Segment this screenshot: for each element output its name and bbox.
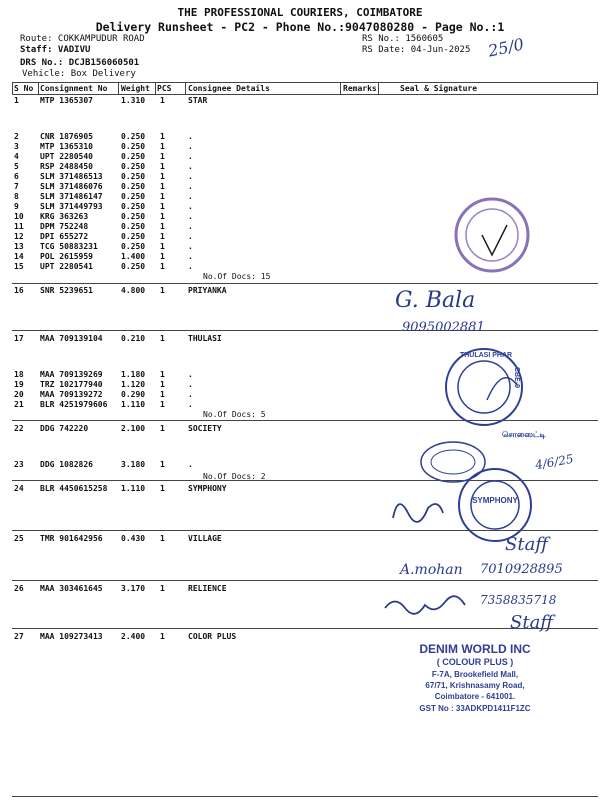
- cell-pcs: 1: [160, 484, 165, 493]
- cell-consignment-no: TRZ 102177940: [40, 380, 103, 389]
- cell-consignment-no: CNR 1876905: [40, 132, 93, 141]
- col-header-consignment: Consignment No: [40, 84, 108, 93]
- cell-consignment-no: UPT 2280541: [40, 262, 93, 271]
- cell-weight: 0.250: [121, 172, 146, 181]
- cell-sno: 5: [14, 162, 19, 171]
- col-divider: [155, 82, 156, 94]
- cell-consignee: .: [188, 202, 193, 211]
- cell-pcs: 1: [160, 380, 165, 389]
- cell-weight: 0.210: [121, 334, 146, 343]
- cell-consignee: .: [188, 460, 193, 469]
- header-company: THE PROFESSIONAL COURIERS, COIMBATORE: [177, 6, 423, 19]
- col-header-remarks: Remarks: [343, 84, 377, 93]
- cell-consignment-no: DDG 742220: [40, 424, 89, 433]
- symphony-stamp-text: SYMPHONY: [472, 496, 518, 505]
- cell-consignment-no: BLR 4450615258: [40, 484, 108, 493]
- group-separator: [12, 283, 598, 284]
- cell-sno: 10: [14, 212, 24, 221]
- cell-sno: 8: [14, 192, 19, 201]
- cell-consignee: PRIYANKA: [188, 286, 227, 295]
- cell-consignee: .: [188, 232, 193, 241]
- rs-number: RS No.: 1560605: [362, 34, 444, 44]
- col-divider: [340, 82, 341, 94]
- cell-pcs: 1: [160, 460, 165, 469]
- cell-sno: 21: [14, 400, 24, 409]
- col-header-weight: Weight: [121, 84, 150, 93]
- cell-consignment-no: MAA 303461645: [40, 584, 103, 593]
- cell-weight: 0.250: [121, 182, 146, 191]
- cell-consignment-no: DDG 1082826: [40, 460, 93, 469]
- cell-consignment-no: MAA 709139272: [40, 390, 103, 399]
- cell-weight: 0.290: [121, 390, 146, 399]
- cell-weight: 0.250: [121, 162, 146, 171]
- thulasi-stamp-cbe: CBE-9: [513, 366, 521, 389]
- cell-pcs: 1: [160, 262, 165, 271]
- cell-weight: 0.250: [121, 202, 146, 211]
- cell-consignment-no: SLM 371486513: [40, 172, 103, 181]
- col-divider: [597, 82, 598, 94]
- vehicle: Vehicle: Box Delivery: [22, 69, 136, 79]
- cell-consignee: RELIENCE: [188, 584, 227, 593]
- col-divider: [12, 82, 13, 94]
- signature-colorplus: Staff: [510, 612, 554, 633]
- cell-consignee: .: [188, 222, 193, 231]
- table-header-border: [12, 94, 598, 95]
- cell-consignment-no: DPI 655272: [40, 232, 89, 241]
- cell-weight: 0.250: [121, 132, 146, 141]
- cell-consignee: STAR: [188, 96, 208, 105]
- cell-consignment-no: SLM 371449793: [40, 202, 103, 211]
- cell-consignment-no: UPT 2280540: [40, 152, 93, 161]
- table-bottom-border: [12, 796, 598, 797]
- cell-sno: 23: [14, 460, 24, 469]
- phone-village: 7010928895: [480, 562, 563, 577]
- cell-consignee: .: [188, 262, 193, 271]
- cell-sno: 1: [14, 96, 19, 105]
- cell-weight: 0.250: [121, 232, 146, 241]
- denim-stamp-addr1: F-7A, Brookefield Mall,: [431, 670, 519, 679]
- cell-consignment-no: SLM 371486076: [40, 182, 103, 191]
- col-header-consignee: Consignee Details: [188, 84, 270, 93]
- cell-weight: 0.250: [121, 152, 146, 161]
- cell-sno: 27: [14, 632, 24, 641]
- cell-consignment-no: TMR 901642956: [40, 534, 103, 543]
- cell-sno: 2: [14, 132, 19, 141]
- col-divider: [378, 82, 379, 94]
- cell-consignee: .: [188, 152, 193, 161]
- phone-priyanka: 9095002881: [402, 320, 485, 335]
- society-stamp-text: சொஸைட்டி: [502, 430, 546, 439]
- header-title: Delivery Runsheet - PC2 - Phone No.:9047080280 - Page No.:1: [95, 20, 505, 34]
- cell-sno: 26: [14, 584, 24, 593]
- cell-consignment-no: MAA 709139104: [40, 334, 103, 343]
- cell-pcs: 1: [160, 162, 165, 171]
- phone-relience: 7358835718: [480, 593, 557, 607]
- cell-consignee: .: [188, 172, 193, 181]
- cell-pcs: 1: [160, 222, 165, 231]
- cell-pcs: 1: [160, 424, 165, 433]
- col-header-pcs: PCS: [157, 84, 172, 93]
- star-seal-stamp: [452, 195, 532, 275]
- group-separator: [12, 330, 598, 331]
- col-divider: [118, 82, 119, 94]
- denim-stamp-sub: ( COLOUR PLUS ): [436, 657, 514, 667]
- cell-consignee: .: [188, 212, 193, 221]
- cell-weight: 0.250: [121, 212, 146, 221]
- cell-weight: 1.310: [121, 96, 146, 105]
- cell-sno: 18: [14, 370, 24, 379]
- cell-consignment-no: BLR 4251979606: [40, 400, 108, 409]
- cell-pcs: 1: [160, 400, 165, 409]
- cell-pcs: 1: [160, 252, 165, 261]
- cell-sno: 24: [14, 484, 24, 493]
- col-header-seal: Seal & Signature: [400, 84, 478, 93]
- handwritten-count: 25/0: [486, 34, 526, 61]
- cell-consignment-no: SNR 5239651: [40, 286, 93, 295]
- cell-pcs: 1: [160, 370, 165, 379]
- group-separator: [12, 580, 598, 581]
- signature-village: Staff: [505, 534, 549, 555]
- cell-weight: 4.800: [121, 286, 146, 295]
- cell-consignment-no: MAA 709139269: [40, 370, 103, 379]
- cell-sno: 11: [14, 222, 24, 231]
- doc-count-3: No.Of Docs: 2: [203, 472, 266, 481]
- drs-number: DRS No.: DCJB156060501: [20, 58, 140, 68]
- table-top-border: [12, 82, 598, 83]
- cell-consignment-no: MAA 109273413: [40, 632, 103, 641]
- society-date: 4/6/25: [534, 451, 575, 473]
- cell-consignment-no: RSP 2488450: [40, 162, 93, 171]
- cell-sno: 12: [14, 232, 24, 241]
- cell-pcs: 1: [160, 96, 165, 105]
- route: Route: COKKAMPUDUR ROAD: [20, 34, 145, 44]
- cell-consignment-no: DPM 752248: [40, 222, 89, 231]
- cell-weight: 1.110: [121, 484, 146, 493]
- cell-consignee: COLOR PLUS: [188, 632, 237, 641]
- cell-consignee: .: [188, 192, 193, 201]
- cell-pcs: 1: [160, 152, 165, 161]
- cell-weight: 2.100: [121, 424, 146, 433]
- cell-consignee: SYMPHONY: [188, 484, 227, 493]
- cell-weight: 0.250: [121, 242, 146, 251]
- cell-weight: 0.250: [121, 192, 146, 201]
- thulasi-stamp-text: THULASI PHAR: [459, 352, 513, 359]
- cell-pcs: 1: [160, 232, 165, 241]
- cell-pcs: 1: [160, 132, 165, 141]
- cell-pcs: 1: [160, 242, 165, 251]
- cell-pcs: 1: [160, 534, 165, 543]
- cell-consignment-no: SLM 371486147: [40, 192, 103, 201]
- signature-relience: [380, 590, 470, 620]
- cell-weight: 3.170: [121, 584, 146, 593]
- cell-consignment-no: TCG 50883231: [40, 242, 98, 251]
- cell-consignee: VILLAGE: [188, 534, 222, 543]
- cell-sno: 20: [14, 390, 24, 399]
- cell-weight: 0.250: [121, 142, 146, 151]
- cell-pcs: 1: [160, 212, 165, 221]
- cell-sno: 9: [14, 202, 19, 211]
- cell-weight: 1.400: [121, 252, 146, 261]
- cell-pcs: 1: [160, 142, 165, 151]
- cell-sno: 16: [14, 286, 24, 295]
- cell-sno: 4: [14, 152, 19, 161]
- cell-sno: 15: [14, 262, 24, 271]
- denim-stamp-name: DENIM WORLD INC: [419, 642, 531, 656]
- cell-pcs: 1: [160, 172, 165, 181]
- cell-weight: 1.110: [121, 400, 146, 409]
- cell-weight: 0.250: [121, 262, 146, 271]
- cell-weight: 2.400: [121, 632, 146, 641]
- cell-sno: 13: [14, 242, 24, 251]
- cell-consignee: THULASI: [188, 334, 222, 343]
- rs-date: RS Date: 04-Jun-2025: [362, 45, 471, 55]
- cell-weight: 0.250: [121, 222, 146, 231]
- cell-sno: 6: [14, 172, 19, 181]
- cell-consignee: SOCIETY: [188, 424, 222, 433]
- cell-consignee: .: [188, 370, 193, 379]
- cell-sno: 17: [14, 334, 24, 343]
- cell-consignment-no: MTP 1365307: [40, 96, 93, 105]
- col-header-sno: S No: [14, 84, 34, 93]
- doc-count-2: No.Of Docs: 5: [203, 410, 266, 419]
- cell-consignment-no: MTP 1365310: [40, 142, 93, 151]
- cell-consignee: .: [188, 242, 193, 251]
- name-village: A.mohan: [400, 562, 463, 578]
- cell-sno: 14: [14, 252, 24, 261]
- denim-stamp-gst: GST No : 33ADKPD1411F1ZC: [419, 704, 531, 713]
- cell-weight: 1.180: [121, 370, 146, 379]
- cell-sno: 7: [14, 182, 19, 191]
- cell-pcs: 1: [160, 286, 165, 295]
- cell-consignment-no: POL 2615959: [40, 252, 93, 261]
- staff: Staff: VADIVU: [20, 45, 91, 55]
- cell-consignee: .: [188, 162, 193, 171]
- cell-pcs: 1: [160, 192, 165, 201]
- cell-weight: 0.430: [121, 534, 146, 543]
- cell-pcs: 1: [160, 390, 165, 399]
- denim-stamp-addr3: Coimbatore - 641001.: [434, 692, 516, 701]
- cell-pcs: 1: [160, 632, 165, 641]
- signature-priyanka: G. Bala: [395, 288, 476, 313]
- cell-pcs: 1: [160, 182, 165, 191]
- cell-consignee: .: [188, 132, 193, 141]
- doc-count-1: No.Of Docs: 15: [203, 272, 271, 281]
- cell-weight: 3.180: [121, 460, 146, 469]
- cell-consignee: .: [188, 182, 193, 191]
- cell-consignee: .: [188, 390, 193, 399]
- cell-pcs: 1: [160, 202, 165, 211]
- cell-consignee: .: [188, 400, 193, 409]
- cell-sno: 25: [14, 534, 24, 543]
- cell-weight: 1.120: [121, 380, 146, 389]
- symphony-seal-stamp: [455, 465, 535, 545]
- cell-consignee: .: [188, 252, 193, 261]
- cell-consignment-no: KRG 363263: [40, 212, 89, 221]
- cell-pcs: 1: [160, 334, 165, 343]
- cell-pcs: 1: [160, 584, 165, 593]
- denim-stamp-addr2: 67/71, Krishnasamy Road,: [425, 681, 525, 690]
- cell-sno: 22: [14, 424, 24, 433]
- cell-consignee: .: [188, 380, 193, 389]
- col-divider: [185, 82, 186, 94]
- cell-sno: 3: [14, 142, 19, 151]
- cell-consignee: .: [188, 142, 193, 151]
- col-divider: [38, 82, 39, 94]
- cell-sno: 19: [14, 380, 24, 389]
- symphony-signature: [388, 488, 448, 528]
